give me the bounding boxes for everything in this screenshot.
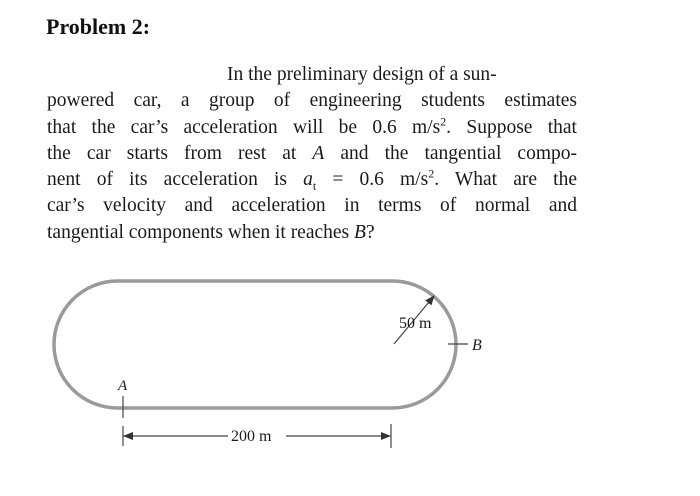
subscript-t: t — [312, 179, 317, 194]
point-a-label: A — [118, 378, 128, 394]
text-segment: the car starts from rest at — [47, 142, 313, 164]
text-line: In the preliminary design of a sun- — [227, 64, 497, 85]
point-a-ref: A — [312, 142, 325, 164]
accel-symbol: a — [303, 169, 313, 191]
text-segment: . Suppose that — [446, 116, 577, 138]
exponent: 2 — [428, 166, 435, 181]
text-line: powered car, a group of engineering students estimates — [47, 90, 577, 112]
exponent: 2 — [440, 114, 447, 129]
oval-track — [54, 281, 456, 408]
text-segment: nent of its acceleration is — [47, 169, 304, 191]
point-b-ref: B — [354, 221, 366, 243]
text-segment: = 0.6 m/s — [316, 169, 429, 191]
text-segment: . What are the — [434, 169, 577, 191]
dimension-label: 200 m — [231, 428, 272, 445]
text-line: car’s velocity and acceleration in terms of normal and — [47, 195, 577, 217]
problem-heading: Problem 2: — [46, 14, 151, 39]
text-segment: tangential components when it reaches — [47, 221, 355, 243]
text-segment: that the car’s acceleration will be 0.6 m/s — [47, 116, 441, 138]
radius-label: 50 m — [399, 315, 432, 332]
text-segment: and the tangential compo- — [324, 142, 577, 164]
point-b-label: B — [472, 337, 482, 354]
text-segment: ? — [365, 221, 375, 243]
